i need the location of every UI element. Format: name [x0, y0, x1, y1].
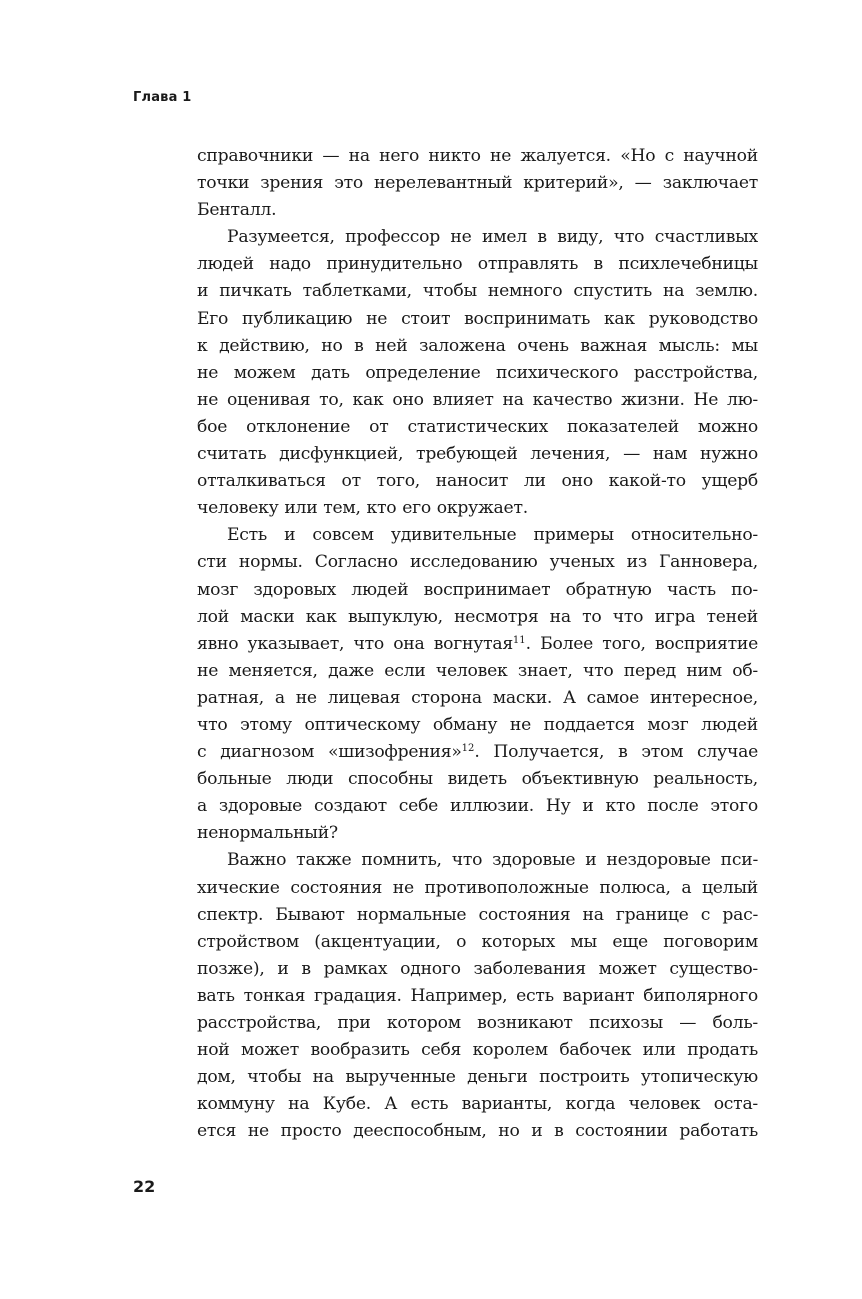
- text-line: что этому оптическому обману не поддается мозг людей: [197, 714, 758, 735]
- text-line: точки зрения это нерелевантный критерий», — заключает: [197, 173, 758, 194]
- text-line: коммуну на Кубе. А есть варианты, когда человек оста-: [197, 1094, 758, 1115]
- text-line: больные люди способны видеть объективную реальность,: [197, 769, 758, 790]
- text-line: ется не просто дееспособным, но и в состоянии работать: [197, 1121, 758, 1142]
- text-line-with-footnote: [197, 631, 758, 658]
- text-line: не оценивая то, как оно влияет на качество жизни. Не лю-: [197, 389, 758, 410]
- text-segment: с диагнозом «шизофрения»: [197, 742, 462, 763]
- text-line: не меняется, даже если человек знает, что перед ним об-: [197, 660, 758, 681]
- text-line: ной может вообразить себя королем бабочек или продать: [197, 1040, 758, 1061]
- paragraph-first-line: Важно также помнить, что здоровые и нездоровые пси-: [227, 850, 758, 871]
- text-line: не можем дать определение психического расстройства,: [197, 362, 758, 383]
- paragraph-first-line: Разумеется, профессор не имел в виду, что счастливых: [227, 227, 758, 248]
- footnote-ref[interactable]: 11: [512, 634, 526, 646]
- text-line: позже), и в рамках одного заболевания может существо-: [197, 958, 758, 979]
- text-line: считать дисфункцией, требующей лечения, — нам нужно: [197, 444, 758, 465]
- text-line: и пичкать таблетками, чтобы немного спустить на землю.: [197, 281, 758, 302]
- text-line: лой маски как выпуклую, несмотря на то что игра теней: [197, 606, 758, 627]
- running-head-chapter: Глава 1: [133, 90, 192, 105]
- text-line: стройством (акцентуации, о которых мы еще поговорим: [197, 931, 758, 952]
- text-line: спектр. Бывают нормальные состояния на границе с рас-: [197, 904, 758, 925]
- footnote-ref[interactable]: 12: [461, 743, 475, 755]
- text-line: Его публикацию не стоит воспринимать как руководство: [197, 308, 758, 329]
- text-line: людей надо принудительно отправлять в психлечебницы: [197, 254, 758, 275]
- body-text: [197, 143, 758, 1145]
- text-line: человеку или тем, кто его окружает.: [197, 498, 528, 519]
- text-line-with-footnote: [197, 739, 758, 766]
- paragraph-first-line: Есть и совсем удивительные примеры относительно-: [227, 525, 758, 546]
- text-line: Бенталл.: [197, 200, 277, 221]
- text-line: сти нормы. Согласно исследованию ученых из Ганновера,: [197, 552, 758, 573]
- text-line: вать тонкая градация. Например, есть вариант биполярного: [197, 985, 758, 1006]
- text-line: ратная, а не лицевая сторона маски. А самое интересное,: [197, 687, 758, 708]
- text-line: бое отклонение от статистических показателей можно: [197, 416, 758, 437]
- text-line: хические состояния не противоположные полюса, а целый: [197, 877, 758, 898]
- text-line: расстройства, при котором возникают психозы — боль-: [197, 1013, 758, 1033]
- text-line: дом, чтобы на вырученные деньги построить утопическую: [197, 1067, 758, 1088]
- text-line: ненормальный?: [197, 823, 338, 844]
- text-segment: . Получается, в этом случае: [474, 742, 758, 763]
- text-line: справочники — на него никто не жалуется. «Но с научной: [197, 146, 758, 166]
- page-number: 22: [133, 1177, 156, 1196]
- text-line: отталкиваться от того, наносит ли оно какой-то ущерб: [197, 471, 758, 492]
- text-segment: явно указывает, что она вогнутая: [197, 633, 513, 654]
- text-line: к действию, но в ней заложена очень важная мысль: мы: [197, 335, 758, 356]
- text-segment: . Более того, восприятие: [525, 633, 759, 654]
- text-line: а здоровые создают себе иллюзии. Ну и кто после этого: [197, 796, 758, 817]
- text-line: мозг здоровых людей воспринимает обратную часть по-: [197, 579, 758, 600]
